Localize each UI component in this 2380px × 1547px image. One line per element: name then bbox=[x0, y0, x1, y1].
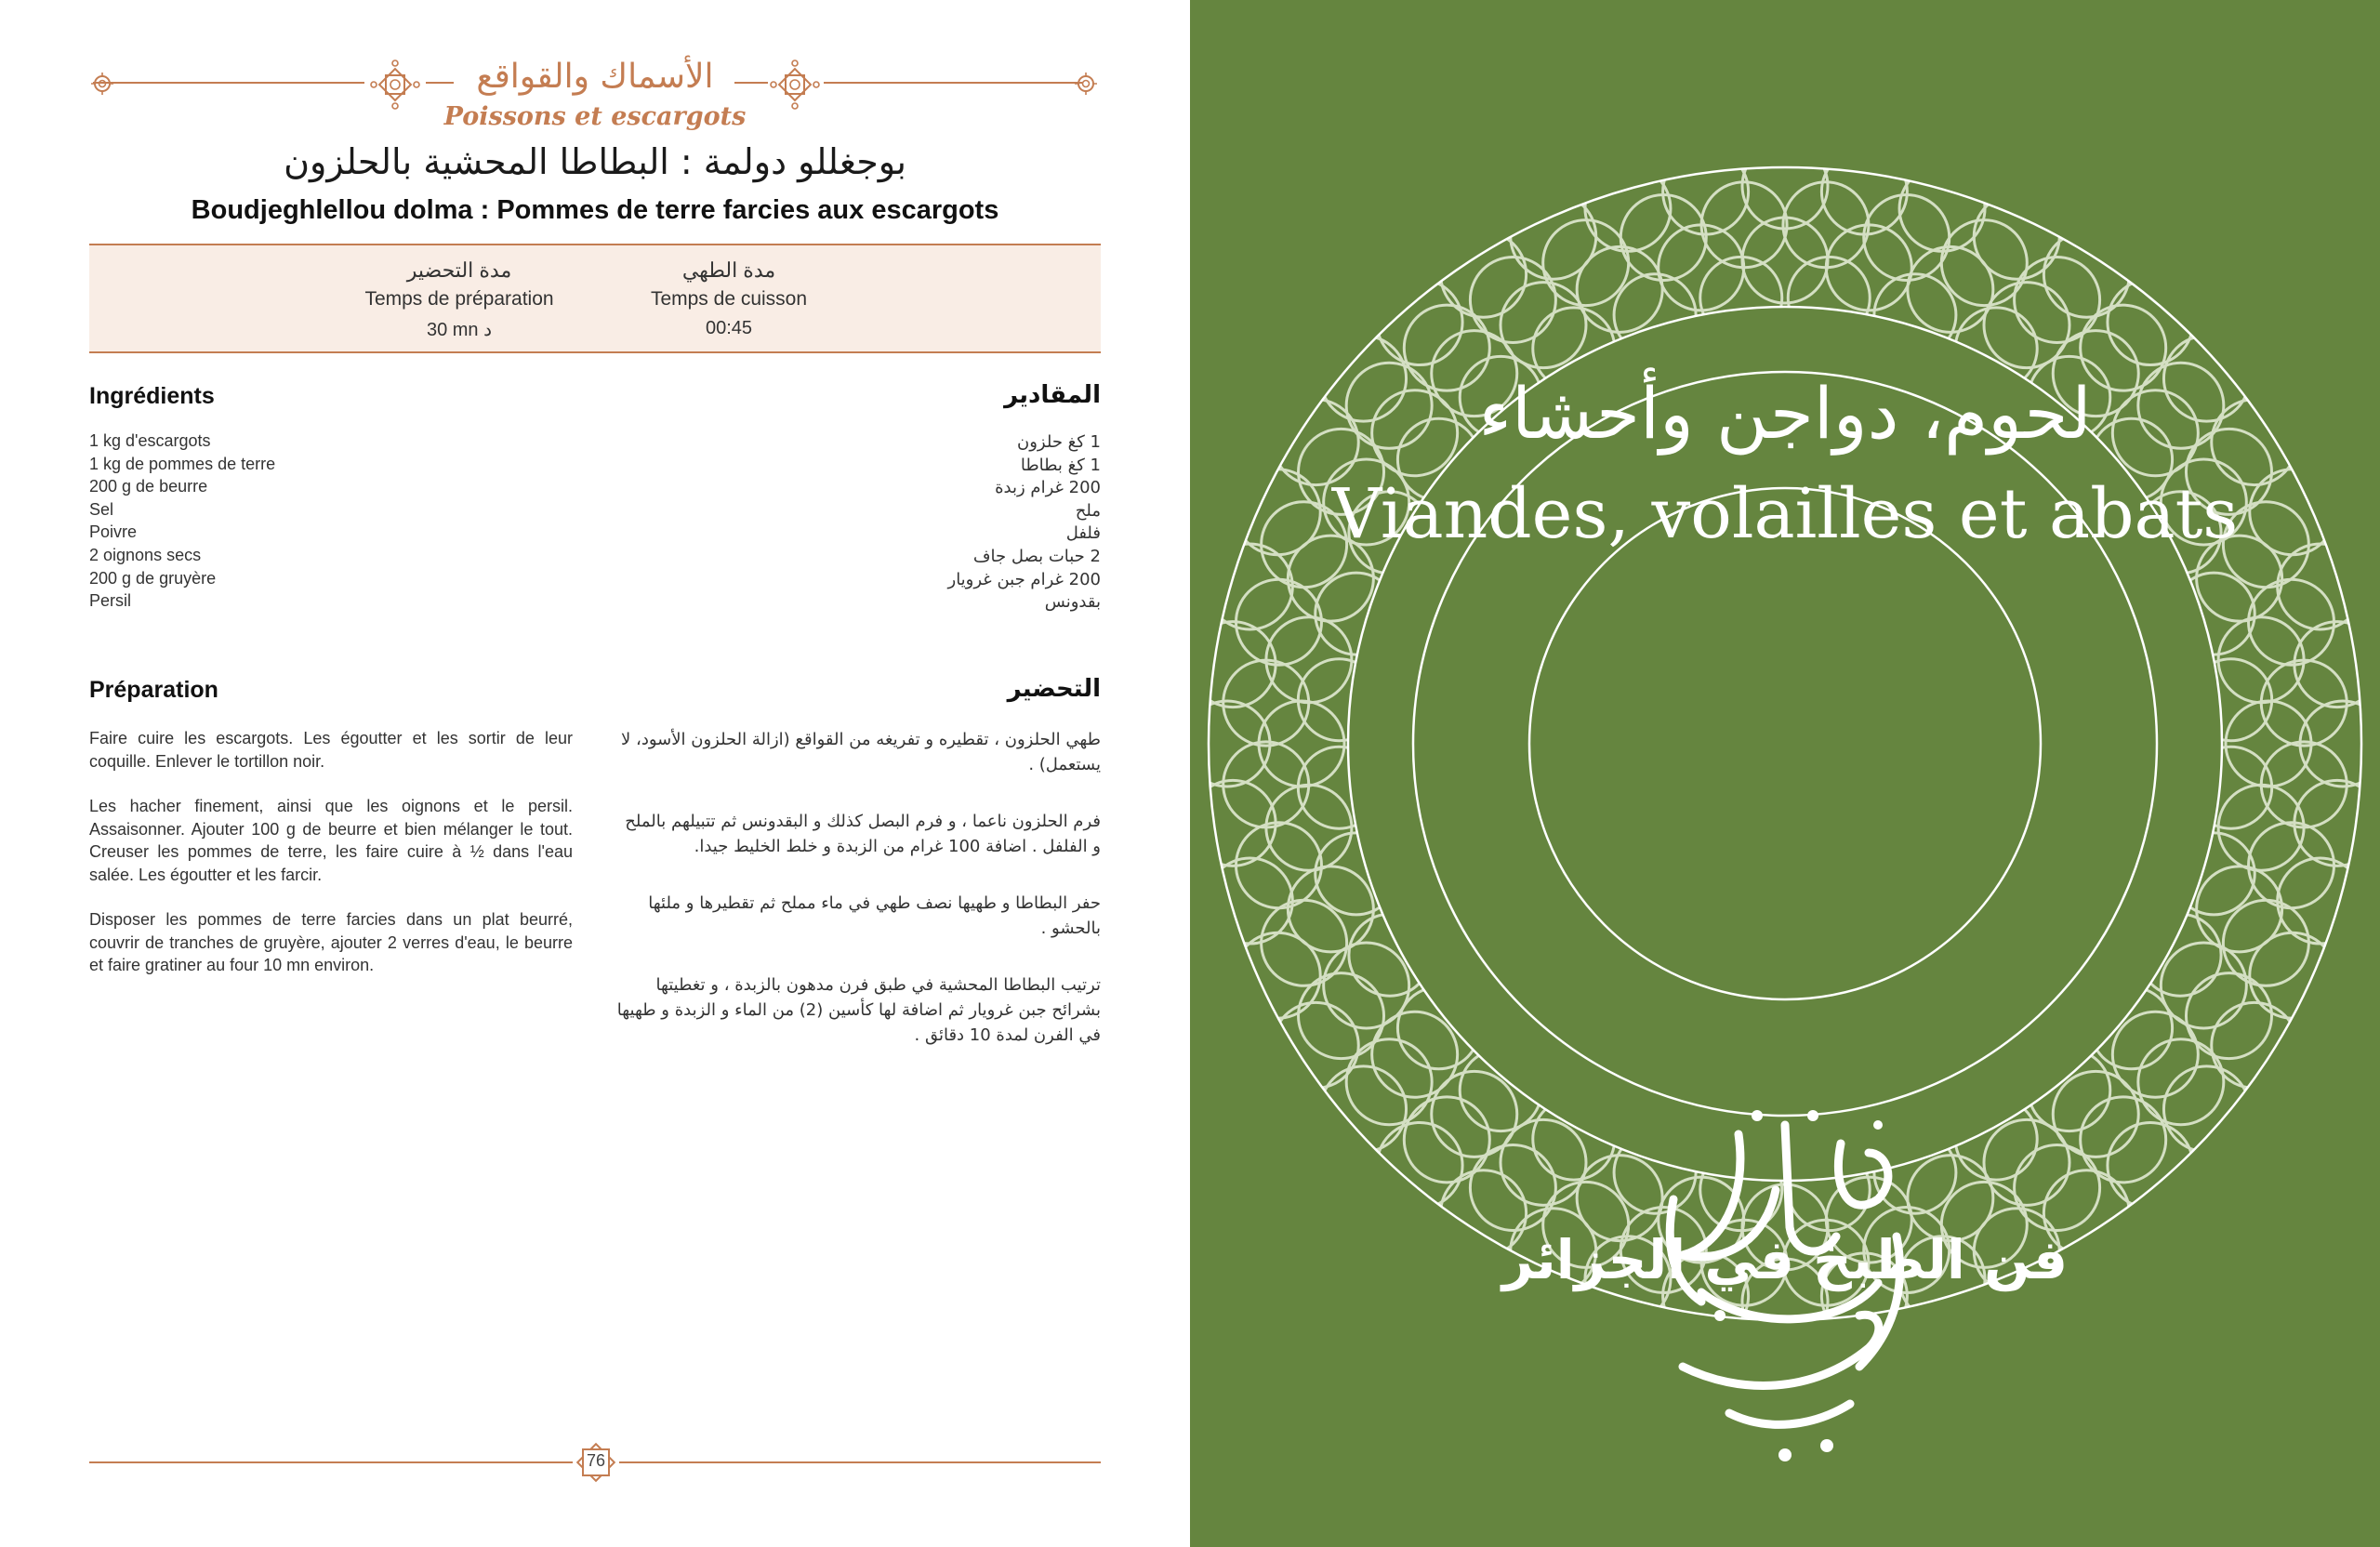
preparation-step: Faire cuire les escargots. Les égoutter et les sortir de leur coquille. Enlever le tortillon noir. bbox=[89, 729, 573, 771]
scallop-arc bbox=[2015, 258, 2100, 343]
scallop-arc bbox=[2190, 659, 2272, 741]
list-item: 1 كغ حلزون bbox=[1017, 432, 1101, 452]
scallop-arc bbox=[1377, 280, 1462, 365]
preparation-step: ترتيب البطاطا المحشية في طبق فرن مدهون بالزبدة ، و تغطيتها بشرائح جبن غرويار ثم اضافة لها كأسين (2) من الماء و الزبدة و طهيها في الفرن لمدة 10 دقائق . bbox=[616, 975, 1101, 1045]
scallop-arc bbox=[1788, 257, 1870, 338]
scallop-arc bbox=[1700, 257, 1782, 338]
cook-time bbox=[589, 258, 868, 339]
list-item: 2 حبات بصل جاف bbox=[972, 546, 1101, 566]
scallop-arc bbox=[2029, 1050, 2110, 1131]
preparation-text-ar bbox=[615, 727, 1101, 1079]
ingredients-heading-ar: المقادير bbox=[1004, 381, 1101, 409]
footer-rule-left bbox=[89, 1461, 573, 1463]
scallop-arc bbox=[2108, 280, 2193, 365]
list-item: ملح bbox=[1075, 500, 1101, 521]
scallop-arc bbox=[1298, 659, 1380, 741]
scallop-arc bbox=[1585, 165, 1671, 251]
preparation-step: فرم الحلزون ناعما ، و فرم البصل كذلك و البقدونس ثم تتبيلهم بالملح و الفلفل . اضافة 100 غرام من الزبدة و خلط الخليط جيدا. bbox=[625, 812, 1101, 856]
scallop-arc bbox=[1899, 165, 1985, 251]
ingredients-list-fr bbox=[89, 430, 554, 613]
scallop-arc bbox=[2108, 1122, 2193, 1208]
scallop-arc bbox=[1207, 858, 1292, 944]
scallop-arc bbox=[1190, 622, 1276, 707]
right-page bbox=[1190, 0, 2380, 1547]
list-item: فلفل bbox=[1065, 523, 1101, 544]
scallop-arc bbox=[1190, 780, 1276, 866]
scallop-arc bbox=[1501, 283, 1586, 368]
calligraphy-emblem-icon bbox=[1501, 1088, 2069, 1478]
preparation-heading-fr: Préparation bbox=[89, 677, 218, 703]
scallop-arc bbox=[1984, 1119, 2069, 1205]
cook-time-label-fr: Temps de cuisson bbox=[650, 288, 808, 310]
scallop-arc bbox=[1236, 579, 1321, 665]
scallop-arc bbox=[1404, 1097, 1489, 1183]
preparation-step: Les hacher finement, ainsi que les oignons et le persil. Assaisonner. Ajouter 100 g de beurre et bien mélanger le tout. Creuser les pommes de terre, les faire cuire à ½ dans l'eau salée. Les égoutter et les farcir. bbox=[89, 797, 573, 884]
page-number: 76 bbox=[586, 1451, 606, 1470]
list-item: بقدونس bbox=[1044, 592, 1101, 613]
scallop-arc bbox=[1460, 1050, 1541, 1131]
cook-time-value: 00:45 bbox=[705, 318, 753, 338]
scallop-arc bbox=[2249, 579, 2334, 665]
scallop-arc bbox=[1377, 1122, 1462, 1208]
chapter-title-ar: الأسماك والقواقع bbox=[476, 58, 714, 96]
ingredients-heading-fr: Ingrédients bbox=[89, 383, 215, 409]
cook-time-label-ar: مدة الطهي bbox=[681, 258, 776, 282]
recipe-title-ar: بوجغللو دولمة : البطاطا المحشية بالحلزون bbox=[284, 141, 906, 182]
list-item: Persil bbox=[89, 591, 132, 611]
scallop-arc bbox=[1298, 747, 1380, 828]
scallop-arc bbox=[2163, 1066, 2249, 1152]
preparation-step: Disposer les pommes de terre farcies dans un plat beurré, couvrir de tranches de gruyère, ajouter 2 verres d'eau, le beurre et faire gratiner au four 10 mn environ. bbox=[89, 910, 573, 974]
scallop-arc bbox=[1397, 987, 1479, 1069]
chapter-title-fr: Poissons et escargots bbox=[443, 102, 747, 131]
inner-ring-2 bbox=[1529, 488, 2041, 999]
list-item: 200 g de gruyère bbox=[89, 568, 217, 588]
header-rule-right bbox=[824, 82, 1082, 84]
list-item: 200 غرام زبدة bbox=[995, 478, 1101, 498]
list-item: 200 g de beurre bbox=[89, 477, 208, 496]
list-item: 2 oignons secs bbox=[89, 545, 202, 564]
time-info-box bbox=[89, 244, 1101, 353]
list-item: Sel bbox=[89, 499, 114, 519]
list-item: 200 غرام جبن غرويار bbox=[947, 569, 1101, 589]
scallop-arc bbox=[1324, 943, 1409, 1028]
list-item: 1 kg d'escargots bbox=[89, 431, 211, 450]
ornament-end-left-icon bbox=[87, 69, 117, 99]
list-item: 1 kg de pommes de terre bbox=[89, 454, 276, 473]
scallop-arc bbox=[2138, 1039, 2224, 1125]
prep-time bbox=[320, 258, 599, 341]
scallop-arc bbox=[2278, 858, 2363, 944]
emblem-text: فن الطبخ في الجزائر bbox=[1501, 1228, 2069, 1291]
scallop-arc bbox=[1236, 823, 1321, 908]
scallop-arc bbox=[2278, 544, 2363, 629]
ingredients-list-ar bbox=[636, 431, 1101, 615]
list-item: 1 كغ بطاطا bbox=[1020, 455, 1101, 475]
scallop-arc bbox=[2249, 823, 2334, 908]
scallop-arc bbox=[2294, 780, 2380, 866]
scallop-arc bbox=[1864, 194, 1950, 280]
scallop-arc bbox=[1470, 1144, 1555, 1230]
prep-time-label-ar: مدة التحضير bbox=[406, 258, 512, 282]
footer-rule-right bbox=[619, 1461, 1101, 1463]
preparation-step: طهي الحلزون ، تقطيره و تفريغه من القواقع (ازالة الحلزون الأسود، لا يستعمل) . bbox=[621, 730, 1101, 774]
section-title-fr: Viandes, volailles et abats bbox=[1331, 474, 2239, 554]
prep-time-value: 30 mn د bbox=[426, 320, 493, 340]
scallop-arc bbox=[2091, 987, 2173, 1069]
prep-time-label-fr: Temps de préparation bbox=[364, 288, 554, 310]
section-title-ar: لحوم، دواجن وأحشاء bbox=[1478, 372, 2092, 455]
list-item: Poivre bbox=[89, 522, 138, 542]
scallop-arc bbox=[2294, 622, 2380, 707]
scallop-arc bbox=[2190, 747, 2272, 828]
scallop-arc bbox=[1821, 149, 1907, 234]
recipe-title-fr: Boudjeghlellou dolma : Pommes de terre farcies aux escargots bbox=[191, 195, 999, 225]
preparation-step: حفر البطاطا و طهيها نصف طهي في ماء مملح ثم تقطيرها و ملئها بالحشو . bbox=[648, 893, 1101, 938]
scallop-arc bbox=[2081, 1097, 2166, 1183]
scallop-arc bbox=[2186, 973, 2271, 1059]
scallop-arc bbox=[1663, 149, 1749, 234]
header-rule-left bbox=[93, 82, 364, 84]
scallop-arc bbox=[1207, 544, 1292, 629]
scallop-arc bbox=[1321, 1066, 1407, 1152]
scallop-arc bbox=[1346, 1039, 1432, 1125]
scallop-arc bbox=[1620, 194, 1706, 280]
ornament-end-right-icon bbox=[1071, 69, 1101, 99]
preparation-heading-ar: التحضير bbox=[1007, 675, 1101, 703]
preparation-text-fr bbox=[89, 727, 573, 999]
page-number-badge bbox=[573, 1439, 619, 1486]
